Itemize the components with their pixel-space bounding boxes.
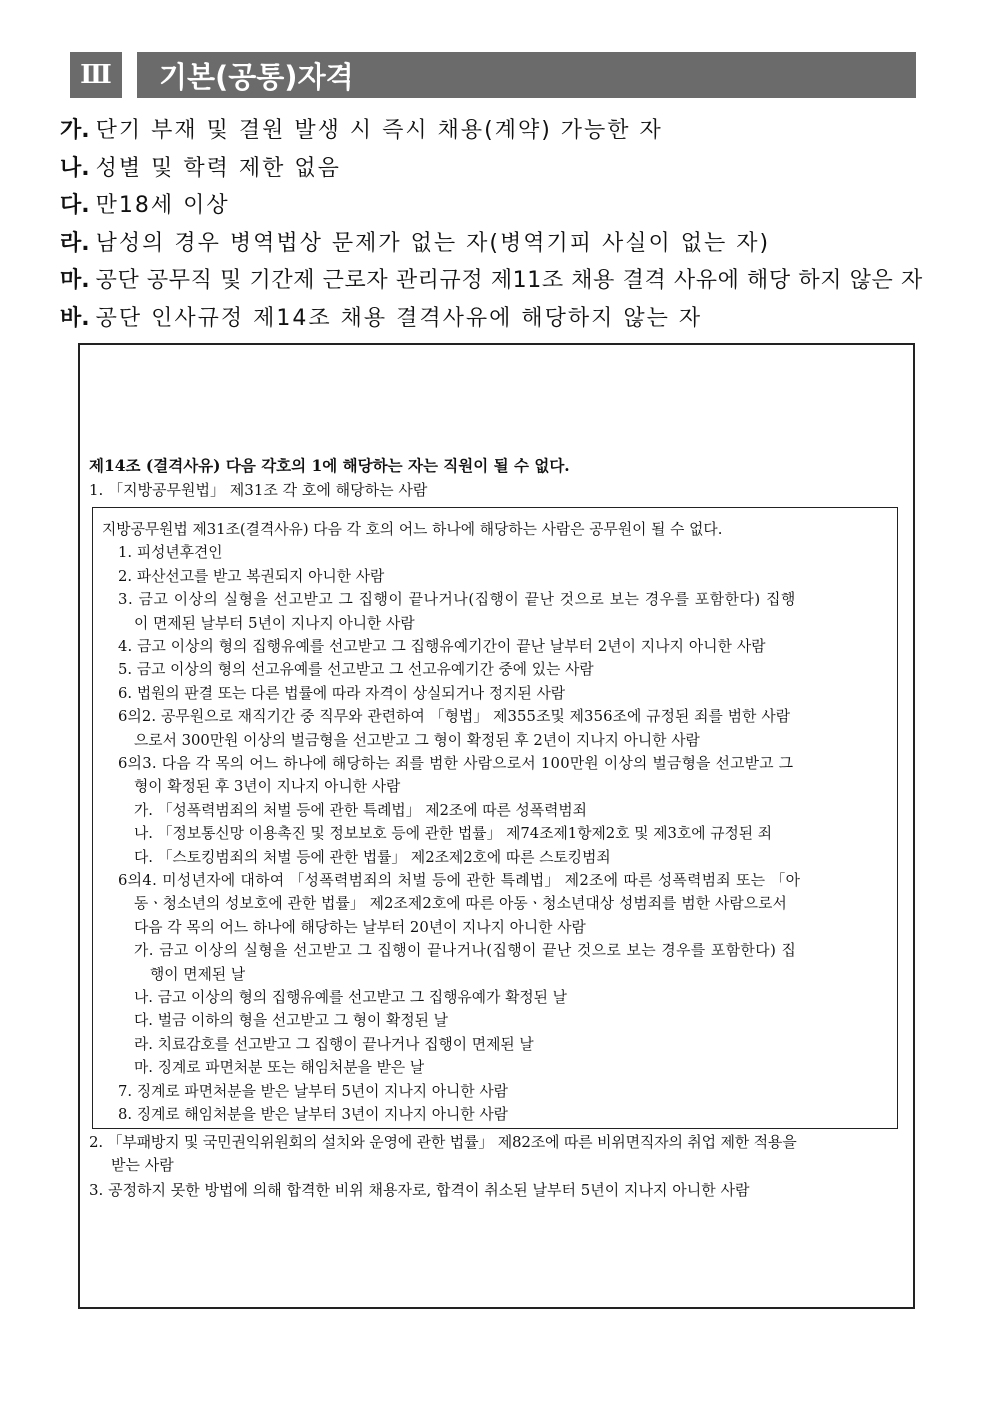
article-item-2 [89,1131,905,1177]
article-item-2-line: 받는 사람 [111,1156,174,1174]
law-line: 다. 벌금 이하의 형을 선고받고 그 형이 확정된 날 [134,1012,448,1030]
qualification-marker: 바. [60,305,90,331]
law-line: 동ㆍ청소년의 성보호에 관한 법률」 제2조제2호에 따른 아동ㆍ청소년대상 성범죄를 범한 사람으로서 [134,895,787,913]
law-line: 형이 확정된 후 3년이 지나지 아니한 사람 [134,778,401,796]
law-line: 다음 각 목의 어느 하나에 해당하는 날부터 20년이 지나지 아니한 사람 [134,918,586,936]
law-line: 나. 「정보통신망 이용촉진 및 정보보호 등에 관한 법률」 제74조제1항제2호 및 제3호에 규정된 죄 [134,825,773,843]
qualification-text: 남성의 경우 병역법상 문제가 없는 자(병역기피 사실이 없는 자) [95,230,771,256]
law-line: 다. 「스토킹범죄의 처벌 등에 관한 법률」 제2조제2호에 따른 스토킹범죄 [134,848,611,866]
qualification-marker: 가. [60,118,90,143]
qualification-text: 만18세 이상 [95,193,230,218]
article-title: 제14조 (결격사유) 다음 각호의 1에 해당하는 자는 직원이 될 수 없다. [89,456,570,475]
qualification-item [60,300,940,338]
law-line: 3. 금고 이상의 실형을 선고받고 그 집행이 끝나거나(집행이 끝난 것으로 보는 경우를 포함한다) 집행 [118,591,796,609]
law-line: 이 면제된 날부터 5년이 지나지 아니한 사람 [134,614,415,632]
qualification-marker: 라. [60,230,90,256]
law-line: 으로서 300만원 이상의 벌금형을 선고받고 그 형이 확정된 후 2년이 지나지 아니한 사람 [134,731,700,749]
law-line: 행이 면제된 날 [150,965,246,983]
law-line: 1. 피성년후견인 [118,544,223,562]
law-line: 지방공무원법 제31조(결격사유) 다음 각 호의 어느 하나에 해당하는 사람은 공무원이 될 수 없다. [102,521,723,538]
qualification-marker: 마. [60,268,90,293]
article-item-3: 3. 공정하지 못한 방법에 의해 합격한 비위 채용자로, 합격이 취소된 날부터 5년이 지나지 아니한 사람 [89,1181,750,1199]
law-line: 2. 파산선고를 받고 복권되지 아니한 사람 [118,567,385,585]
law-line: 4. 금고 이상의 형의 집행유예를 선고받고 그 집행유예기간이 끝난 날부터 2년이 지나지 아니한 사람 [118,638,766,655]
qualification-text: 공단 공무직 및 기간제 근로자 관리규정 제11조 채용 결격 사유에 해당 하지 않은 자 [95,268,923,293]
qualification-marker: 나. [60,155,90,181]
qualification-item [60,150,940,188]
section-title [137,52,916,98]
law-line: 가. 「성폭력범죄의 처벌 등에 관한 특례법」 제2조에 따른 성폭력범죄 [134,801,587,819]
article-item-2-line: 2. 「부패방지 및 국민권익위원회의 설치와 운영에 관한 법률」 제82조에 따른 비위면직자의 취업 제한 적용을 [89,1133,797,1151]
law-line: 나. 금고 이상의 형의 집행유예를 선고받고 그 집행유예가 확정된 날 [134,989,567,1006]
qualification-text: 단기 부재 및 결원 발생 시 즉시 채용(계약) 가능한 자 [95,118,663,143]
qualification-text: 성별 및 학력 제한 없음 [95,155,341,181]
civil-service-law-excerpt-box [92,507,898,1129]
regulation-excerpt-box [78,343,915,1309]
law-line: 6의3. 다음 각 목의 어느 하나에 해당하는 죄를 범한 사람으로서 100만원 이상의 벌금형을 선고받고 그 [118,755,794,772]
law-line: 6. 법원의 판결 또는 다른 법률에 따라 자격이 상실되거나 정지된 사람 [118,684,566,702]
law-line: 7. 징계로 파면처분을 받은 날부터 5년이 지나지 아니한 사람 [118,1082,508,1100]
law-line: 가. 금고 이상의 실형을 선고받고 그 집행이 끝나거나(집행이 끝난 것으로 보는 경우를 포함한다) 집 [134,942,797,960]
section-number: Ⅲ [70,52,122,98]
qualification-item [60,262,940,300]
qualification-list [60,112,940,337]
law-line: 6의4. 미성년자에 대하여 「성폭력범죄의 처벌 등에 관한 특례법」 제2조에 따른 성폭력범죄 또는 「아 [118,872,801,889]
qualification-item [60,225,940,263]
qualification-item [60,112,940,150]
law-line: 6의2. 공무원으로 재직기간 중 직무와 관련하여 「형법」 제355조및 제356조에 규정된 죄를 범한 사람 [118,708,791,726]
qualification-item [60,187,940,225]
law-line: 5. 금고 이상의 형의 선고유예를 선고받고 그 선고유예기간 중에 있는 사람 [118,661,594,679]
qualification-text: 공단 인사규정 제14조 채용 결격사유에 해당하지 않는 자 [95,305,703,331]
section-title-text: 기본(공통)자격 [159,59,354,94]
article-item-1: 1. 「지방공무원법」 제31조 각 호에 해당하는 사람 [89,481,428,499]
law-line: 마. 징계로 파면처분 또는 해임처분을 받은 날 [134,1059,425,1077]
law-line: 라. 치료감호를 선고받고 그 집행이 끝나거나 집행이 면제된 날 [134,1035,534,1053]
law-line: 8. 징계로 해임처분을 받은 날부터 3년이 지나지 아니한 사람 [118,1106,508,1123]
qualification-marker: 다. [60,193,90,218]
